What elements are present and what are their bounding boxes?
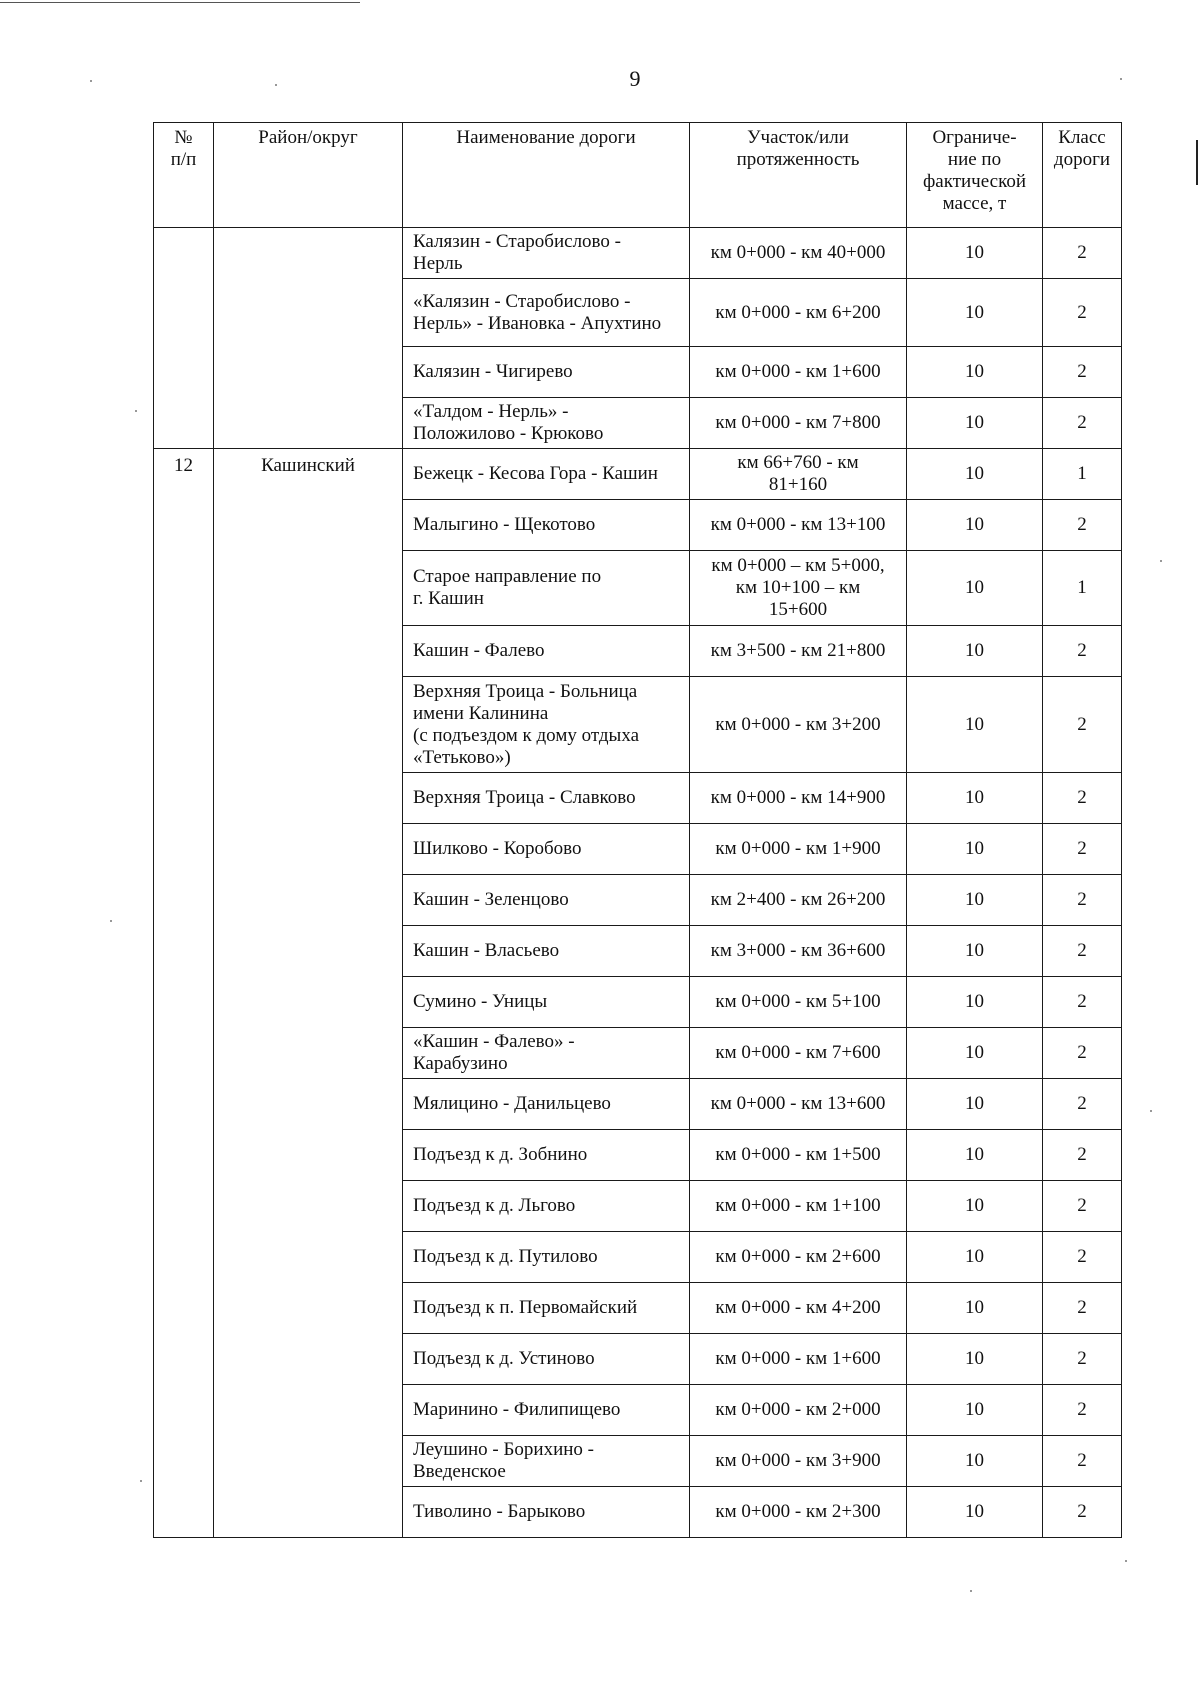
district-cell: [214, 228, 403, 449]
limit-cell: 10: [907, 1028, 1043, 1079]
section-cell: км 0+000 - км 1+100: [690, 1181, 907, 1232]
road-name-cell: Верхняя Троица - Больница имени Калинина (с подъездом к дому отдыха «Тетьково»): [403, 677, 690, 773]
section-cell: км 0+000 - км 13+100: [690, 500, 907, 551]
limit-cell: 10: [907, 875, 1043, 926]
class-cell: 2: [1043, 1130, 1122, 1181]
limit-cell: 10: [907, 977, 1043, 1028]
section-cell: км 0+000 - км 1+900: [690, 824, 907, 875]
scan-speck: [275, 84, 277, 86]
road-name-cell: Бежецк - Кесова Гора - Кашин: [403, 449, 690, 500]
road-name-cell: Сумино - Уницы: [403, 977, 690, 1028]
class-cell: 2: [1043, 677, 1122, 773]
scan-speck: [1120, 78, 1122, 80]
section-cell: км 2+400 - км 26+200: [690, 875, 907, 926]
section-cell: км 0+000 - км 6+200: [690, 279, 907, 347]
header-limit: Ограниче- ние по фактической массе, т: [907, 123, 1043, 228]
class-cell: 2: [1043, 1181, 1122, 1232]
road-name-cell: Кашин - Зеленцово: [403, 875, 690, 926]
road-name-cell: Мялицино - Данильцево: [403, 1079, 690, 1130]
class-cell: 2: [1043, 279, 1122, 347]
road-name-cell: Кашин - Фалево: [403, 626, 690, 677]
section-cell: км 0+000 - км 2+600: [690, 1232, 907, 1283]
scan-speck: [90, 80, 92, 82]
roads-table: [153, 122, 1122, 1538]
class-cell: 2: [1043, 824, 1122, 875]
limit-cell: 10: [907, 824, 1043, 875]
road-name-cell: Тиволино - Барыково: [403, 1487, 690, 1538]
road-name-cell: Подъезд к д. Устиново: [403, 1334, 690, 1385]
class-cell: 2: [1043, 626, 1122, 677]
road-name-cell: Старое направление по г. Кашин: [403, 551, 690, 626]
limit-cell: 10: [907, 626, 1043, 677]
section-cell: км 0+000 – км 5+000, км 10+100 – км 15+600: [690, 551, 907, 626]
table-row: [154, 228, 1122, 279]
road-name-cell: Подъезд к д. Путилово: [403, 1232, 690, 1283]
section-cell: км 66+760 - км 81+160: [690, 449, 907, 500]
header-district: Район/округ: [214, 123, 403, 228]
class-cell: 2: [1043, 347, 1122, 398]
road-name-cell: Подъезд к д. Зобнино: [403, 1130, 690, 1181]
section-cell: км 0+000 - км 7+600: [690, 1028, 907, 1079]
scan-speck: [1150, 1110, 1152, 1112]
class-cell: 2: [1043, 1283, 1122, 1334]
header-road: Наименование дороги: [403, 123, 690, 228]
class-cell: 2: [1043, 773, 1122, 824]
limit-cell: 10: [907, 1334, 1043, 1385]
limit-cell: 10: [907, 1079, 1043, 1130]
limit-cell: 10: [907, 1283, 1043, 1334]
road-name-cell: Маринино - Филипищево: [403, 1385, 690, 1436]
class-cell: 2: [1043, 1487, 1122, 1538]
header-section: Участок/или протяженность: [690, 123, 907, 228]
district-cell: Кашинский: [214, 449, 403, 1538]
class-cell: 2: [1043, 1436, 1122, 1487]
header-num: № п/п: [154, 123, 214, 228]
scan-edge-line: [0, 2, 360, 3]
section-cell: км 0+000 - км 3+200: [690, 677, 907, 773]
road-name-cell: Шилково - Коробово: [403, 824, 690, 875]
limit-cell: 10: [907, 1487, 1043, 1538]
section-cell: км 3+000 - км 36+600: [690, 926, 907, 977]
road-name-cell: Калязин - Старобислово - Нерль: [403, 228, 690, 279]
road-name-cell: «Кашин - Фалево» - Карабузино: [403, 1028, 690, 1079]
scan-speck: [1125, 1560, 1127, 1562]
class-cell: 2: [1043, 228, 1122, 279]
limit-cell: 10: [907, 449, 1043, 500]
limit-cell: 10: [907, 398, 1043, 449]
section-cell: км 0+000 - км 1+600: [690, 347, 907, 398]
class-cell: 2: [1043, 1028, 1122, 1079]
section-cell: км 0+000 - км 40+000: [690, 228, 907, 279]
row-num-cell: [154, 228, 214, 449]
limit-cell: 10: [907, 1232, 1043, 1283]
class-cell: 2: [1043, 1334, 1122, 1385]
scan-speck: [110, 920, 112, 922]
section-cell: км 0+000 - км 5+100: [690, 977, 907, 1028]
section-cell: км 0+000 - км 1+600: [690, 1334, 907, 1385]
header-class: Класс дороги: [1043, 123, 1122, 228]
limit-cell: 10: [907, 677, 1043, 773]
table-row: [154, 449, 1122, 500]
table-header-row: [154, 123, 1122, 228]
section-cell: км 0+000 - км 4+200: [690, 1283, 907, 1334]
limit-cell: 10: [907, 1181, 1043, 1232]
section-cell: км 3+500 - км 21+800: [690, 626, 907, 677]
limit-cell: 10: [907, 773, 1043, 824]
limit-cell: 10: [907, 1436, 1043, 1487]
limit-cell: 10: [907, 1385, 1043, 1436]
row-num-cell: 12: [154, 449, 214, 1538]
section-cell: км 0+000 - км 7+800: [690, 398, 907, 449]
class-cell: 2: [1043, 977, 1122, 1028]
road-name-cell: Подъезд к д. Льгово: [403, 1181, 690, 1232]
scan-speck: [135, 410, 137, 412]
road-name-cell: Подъезд к п. Первомайский: [403, 1283, 690, 1334]
limit-cell: 10: [907, 228, 1043, 279]
class-cell: 2: [1043, 1232, 1122, 1283]
section-cell: км 0+000 - км 3+900: [690, 1436, 907, 1487]
class-cell: 2: [1043, 875, 1122, 926]
section-cell: км 0+000 - км 14+900: [690, 773, 907, 824]
limit-cell: 10: [907, 279, 1043, 347]
limit-cell: 10: [907, 347, 1043, 398]
limit-cell: 10: [907, 926, 1043, 977]
section-cell: км 0+000 - км 2+000: [690, 1385, 907, 1436]
scan-speck: [1160, 560, 1162, 562]
class-cell: 2: [1043, 1079, 1122, 1130]
limit-cell: 10: [907, 500, 1043, 551]
road-name-cell: Верхняя Троица - Славково: [403, 773, 690, 824]
section-cell: км 0+000 - км 13+600: [690, 1079, 907, 1130]
class-cell: 2: [1043, 398, 1122, 449]
scan-edge-mark: [1196, 140, 1198, 185]
limit-cell: 10: [907, 1130, 1043, 1181]
road-name-cell: Калязин - Чигирево: [403, 347, 690, 398]
page-number: 9: [629, 66, 641, 91]
class-cell: 2: [1043, 500, 1122, 551]
scan-speck: [140, 1480, 142, 1482]
section-cell: км 0+000 - км 1+500: [690, 1130, 907, 1181]
section-cell: км 0+000 - км 2+300: [690, 1487, 907, 1538]
road-name-cell: Кашин - Власьево: [403, 926, 690, 977]
road-name-cell: «Талдом - Нерль» - Положилово - Крюково: [403, 398, 690, 449]
road-name-cell: Леушино - Борихино - Введенское: [403, 1436, 690, 1487]
scan-speck: [970, 1590, 972, 1592]
class-cell: 1: [1043, 551, 1122, 626]
class-cell: 1: [1043, 449, 1122, 500]
road-name-cell: «Калязин - Старобислово - Нерль» - Ивановка - Апухтино: [403, 279, 690, 347]
limit-cell: 10: [907, 551, 1043, 626]
class-cell: 2: [1043, 1385, 1122, 1436]
class-cell: 2: [1043, 926, 1122, 977]
road-name-cell: Малыгино - Щекотово: [403, 500, 690, 551]
